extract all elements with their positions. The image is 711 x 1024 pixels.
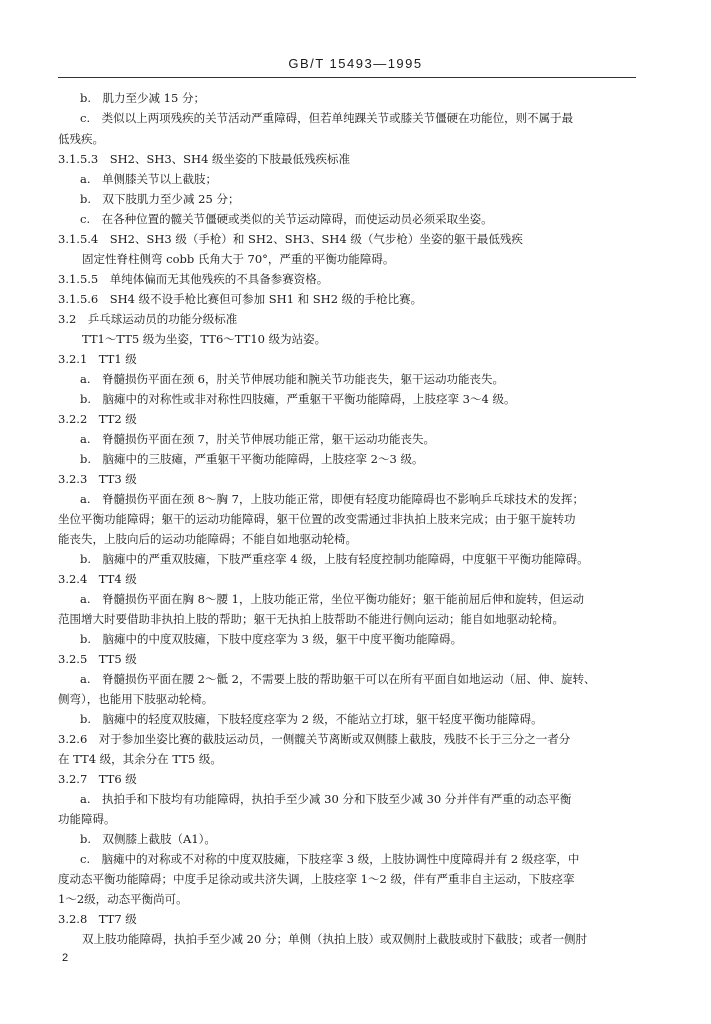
text-line: 坐位平衡功能障碍；躯干的运动功能障碍，躯干位置的改变需通过非执拍上肢来完成；由于躯干旋转功 xyxy=(58,512,576,526)
text-line: a. 脊髓损伤平面在颈 7，肘关节伸展功能正常，躯干运动功能丧失。 xyxy=(80,432,435,446)
text-line: b. 脑瘫中的三肢瘫，严重躯干平衡功能障碍，上肢痉挛 2～3 级。 xyxy=(80,452,424,466)
text-line: a. 脊髓损伤平面在胸 8～腰 1，上肢功能正常，坐位平衡功能好；躯干能前屈后伸和旋转，但运动 xyxy=(80,592,584,606)
text-line: a. 单侧膝关节以上截肢； xyxy=(80,172,218,186)
text-line: 在 TT4 级，其余分在 TT5 级。 xyxy=(58,752,222,766)
text-line: 功能障碍。 xyxy=(58,812,116,826)
section-heading: 3.2.8 TT7 级 xyxy=(58,912,137,926)
section-heading: 3.2.4 TT4 级 xyxy=(58,572,137,586)
text-line: b. 脑瘫中的中度双肢瘫，下肢中度痉挛为 3 级，躯干中度平衡功能障碍。 xyxy=(80,632,463,646)
text-line: c. 脑瘫中的对称或不对称的中度双肢瘫，下肢痉挛 3 级，上肢协调性中度障碍并有 2 级痉挛，中 xyxy=(80,852,580,866)
text-line: 1～2级，动态平衡尚可。 xyxy=(58,892,188,906)
text-line: a. 脊髓损伤平面在腰 2～骶 2，不需要上肢的帮助躯干可以在所有平面自如地运动（屈、伸、旋转、 xyxy=(80,672,596,686)
section-heading: 3.1.5.3 SH2、SH3、SH4 级坐姿的下肢最低残疾标准 xyxy=(58,152,351,166)
text-line: 范围增大时要借助非执拍上肢的帮助；躯干无执拍上肢帮助不能进行侧向运动；能自如地驱动轮椅。 xyxy=(58,612,564,626)
text-line: b. 双侧膝上截肢（A1）。 xyxy=(80,832,216,846)
section-heading: 3.2.1 TT1 级 xyxy=(58,352,137,366)
section-heading: 3.1.5.6 SH4 级不设手枪比赛但可参加 SH1 和 SH2 级的手枪比赛。 xyxy=(58,292,423,306)
text-line: c. 类似以上两项残疾的关节活动严重障碍，但若单纯踝关节或膝关节僵硬在功能位，则不属于最 xyxy=(80,111,574,125)
section-heading: 3.2.6 对于参加坐姿比赛的截肢运动员，一侧髋关节离断或双侧膝上截肢，残肢不长于三分之一者分 xyxy=(58,732,571,746)
section-heading: 3.2 乒乓球运动员的功能分级标准 xyxy=(58,312,238,326)
text-line: b. 脑瘫中的严重双肢瘫，下肢严重痉挛 4 级，上肢有轻度控制功能障碍，中度躯干平衡功能障碍。 xyxy=(80,552,589,566)
header-rule xyxy=(58,77,636,78)
standard-number-header: GB/T 15493—1995 xyxy=(288,56,423,71)
text-line: 低残疾。 xyxy=(58,132,104,146)
section-heading: 3.1.5.4 SH2、SH3 级（手枪）和 SH2、SH3、SH4 级（气步枪）坐姿的躯干最低残疾 xyxy=(58,232,523,246)
section-heading: 3.2.3 TT3 级 xyxy=(58,472,137,486)
text-line: 双上肢功能障碍，执拍手至少减 20 分；单侧（执拍上肢）或双侧肘上截肢或肘下截肢；或者一侧肘 xyxy=(82,932,587,946)
text-line: b. 肌力至少减 15 分； xyxy=(80,91,205,105)
text-line: 度动态平衡功能障碍；中度手足徐动或共济失调，上肢痉挛 1～2 级，伴有严重非自主运动，下肢痉挛 xyxy=(58,872,575,886)
text-line: a. 执拍手和下肢均有功能障碍，执拍手至少减 30 分和下肢至少减 30 分并伴有严重的动态平衡 xyxy=(80,792,572,806)
section-heading: 3.2.7 TT6 级 xyxy=(58,772,137,786)
text-line: 侧弯），也能用下肢驱动轮椅。 xyxy=(58,692,214,706)
section-heading: 3.2.2 TT2 级 xyxy=(58,412,137,426)
text-line: 能丧失，上肢向后的运动功能障碍；不能自如地驱动轮椅。 xyxy=(58,532,357,546)
section-heading: 3.2.5 TT5 级 xyxy=(58,652,137,666)
text-line: c. 在各种位置的髋关节僵硬或类似的关节运动障碍，而使运动员必须采取坐姿。 xyxy=(80,212,493,226)
page-number: 2 xyxy=(62,952,69,964)
text-line: TT1～TT5 级为坐姿，TT6～TT10 级为站姿。 xyxy=(82,332,327,346)
text-line: a. 脊髓损伤平面在颈 6，肘关节伸展功能和腕关节功能丧失，躯干运动功能丧失。 xyxy=(80,372,504,386)
text-line: b. 脑瘫中的轻度双肢瘫，下肢轻度痉挛为 2 级，不能站立打球，躯干轻度平衡功能障碍。 xyxy=(80,712,543,726)
text-line: a. 脊髓损伤平面在颈 8～胸 7，上肢功能正常，即便有轻度功能障碍也不影响乒乓球技术的发挥； xyxy=(80,492,584,506)
text-line: b. 脑瘫中的对称性或非对称性四肢瘫，严重躯干平衡功能障碍，上肢痉挛 3～4 级。 xyxy=(80,392,516,406)
section-heading: 3.1.5.5 单纯体偏而无其他残疾的不具备参赛资格。 xyxy=(58,272,329,286)
text-line: b. 双下肢肌力至少减 25 分； xyxy=(80,192,240,206)
text-line: 固定性脊柱侧弯 cobb 氏角大于 70°，严重的平衡功能障碍。 xyxy=(82,252,395,266)
